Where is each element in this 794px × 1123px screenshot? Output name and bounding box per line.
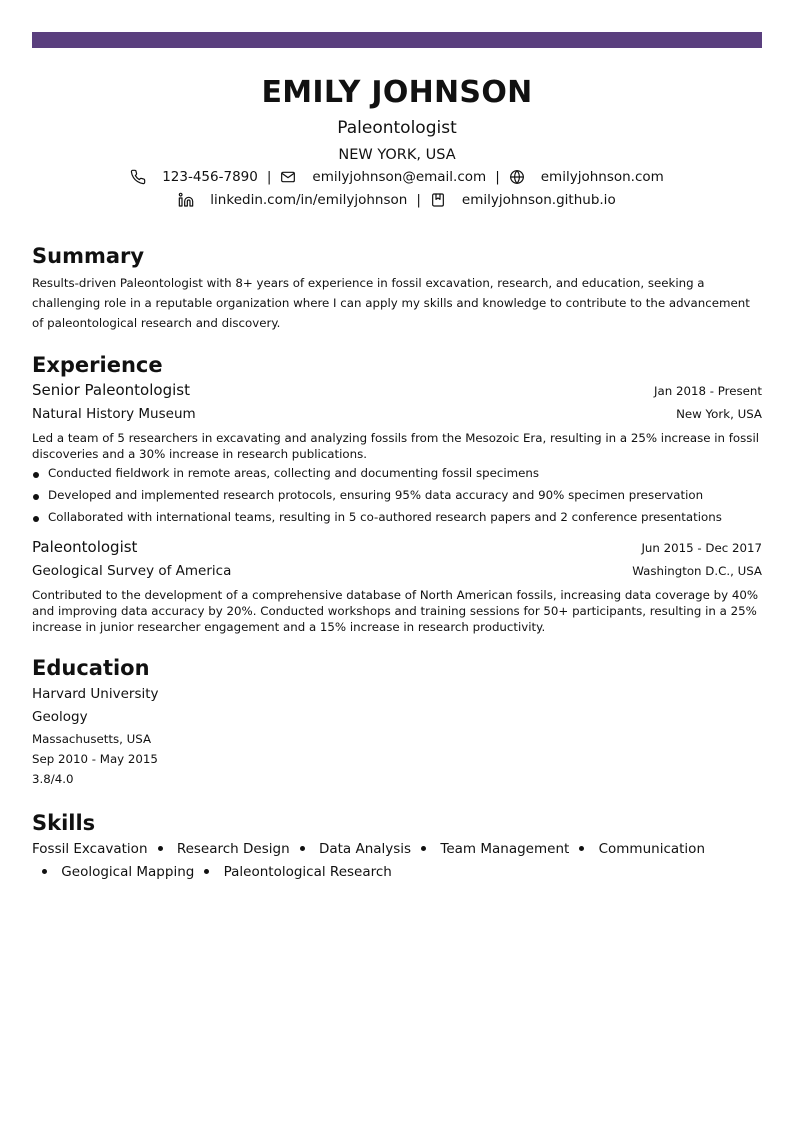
list-item <box>32 509 762 525</box>
skill-separator-dot <box>204 869 209 874</box>
skill-separator-dot <box>300 846 305 851</box>
skill-item: Communication <box>598 841 705 857</box>
candidate-role: Paleontologist <box>337 118 457 138</box>
job-dates: Jun 2015 - Dec 2017 <box>641 541 762 555</box>
job-org-row <box>32 404 762 424</box>
bookmark-icon <box>430 192 446 208</box>
bullet-icon <box>33 494 39 500</box>
candidate-location: NEW YORK, USA <box>338 147 456 163</box>
job-description: Led a team of 5 researchers in excavating and analyzing fossils from the Mesozoic Era, resulting in a 25% increase in fossil discoveries and a 30% increase in research publications. <box>32 431 759 461</box>
resume-page <box>32 32 762 884</box>
job-role: Paleontologist <box>32 538 138 556</box>
summary-heading: Summary <box>32 244 145 268</box>
job-organization: Natural History Museum <box>32 406 196 422</box>
skills-list <box>32 838 722 884</box>
education-dates: Sep 2010 - May 2015 <box>32 752 158 766</box>
bullet-text: Developed and implemented research protocols, ensuring 95% data accuracy and 90% specimen preservation <box>48 488 704 502</box>
email-link[interactable]: emilyjohnson@email.com <box>312 169 487 185</box>
job-entry <box>32 380 762 525</box>
skill-item: Data Analysis <box>318 841 412 857</box>
skill-separator-dot <box>421 846 426 851</box>
website-contact[interactable] <box>509 167 664 187</box>
skill-item: Geological Mapping <box>61 864 195 880</box>
mail-icon <box>280 169 296 185</box>
job-org-row <box>32 561 762 581</box>
phone-contact <box>130 167 258 187</box>
bullet-text: Collaborated with international teams, resulting in 5 co-authored research papers and 2 conference presentations <box>48 510 722 524</box>
education-gpa: 3.8/4.0 <box>32 772 74 786</box>
linkedin-contact[interactable] <box>178 190 407 210</box>
job-header <box>32 537 762 557</box>
accent-bar <box>32 32 762 48</box>
bullet-icon <box>33 516 39 522</box>
separator: | <box>416 192 421 208</box>
job-bullets <box>32 465 762 525</box>
website-link[interactable]: emilyjohnson.com <box>540 169 664 185</box>
skills-heading: Skills <box>32 811 96 835</box>
education-school: Harvard University <box>32 686 159 702</box>
bullet-icon <box>33 472 39 478</box>
email-contact[interactable] <box>280 167 486 187</box>
skill-separator-dot <box>579 846 584 851</box>
job-role: Senior Paleontologist <box>32 381 190 399</box>
contact-row-primary <box>32 167 762 187</box>
separator: | <box>495 169 500 185</box>
summary-text: Results-driven Paleontologist with 8+ years of experience in fossil excavation, research, and education, seeking a challenging role in a reputable organization where I can apply my skills and knowledge to contribute to the advancement of paleontological research and discovery. <box>32 276 750 330</box>
list-item <box>32 465 762 481</box>
education-degree: Geology <box>32 709 88 725</box>
list-item <box>32 487 762 503</box>
skill-separator-dot <box>42 869 47 874</box>
portfolio-link[interactable]: emilyjohnson.github.io <box>461 192 616 208</box>
linkedin-icon <box>178 192 194 208</box>
job-location: New York, USA <box>676 407 762 421</box>
skill-item: Research Design <box>176 841 290 857</box>
job-location: Washington D.C., USA <box>632 564 762 578</box>
experience-heading: Experience <box>32 353 163 377</box>
contact-row-secondary <box>32 190 762 210</box>
job-dates: Jan 2018 - Present <box>654 384 762 398</box>
education-location: Massachusetts, USA <box>32 732 152 746</box>
linkedin-link[interactable]: linkedin.com/in/emilyjohnson <box>210 192 408 208</box>
separator: | <box>266 169 272 185</box>
job-organization: Geological Survey of America <box>32 563 232 579</box>
bullet-text: Conducted fieldwork in remote areas, collecting and documenting fossil specimens <box>48 466 539 480</box>
skill-item: Fossil Excavation <box>32 841 148 857</box>
education-heading: Education <box>32 656 150 680</box>
job-entry <box>32 537 762 635</box>
skill-separator-dot <box>158 846 163 851</box>
candidate-name: EMILY JOHNSON <box>261 75 533 110</box>
phone-text: 123-456-7890 <box>162 169 258 185</box>
globe-icon <box>509 169 525 185</box>
job-header <box>32 380 762 400</box>
resume-header <box>32 75 762 210</box>
portfolio-contact[interactable] <box>430 190 616 210</box>
job-description: Contributed to the development of a comprehensive database of North American fossils, increasing data coverage by 40% and improving data accuracy by 20%. Conducted workshops and training sessions for 50+ participants, resulting in a 25% increase in junior researcher engagement and a 15% increase in research productivity. <box>32 588 759 634</box>
phone-icon <box>130 169 146 185</box>
skill-item: Team Management <box>440 841 570 857</box>
skill-item: Paleontological Research <box>223 864 392 880</box>
